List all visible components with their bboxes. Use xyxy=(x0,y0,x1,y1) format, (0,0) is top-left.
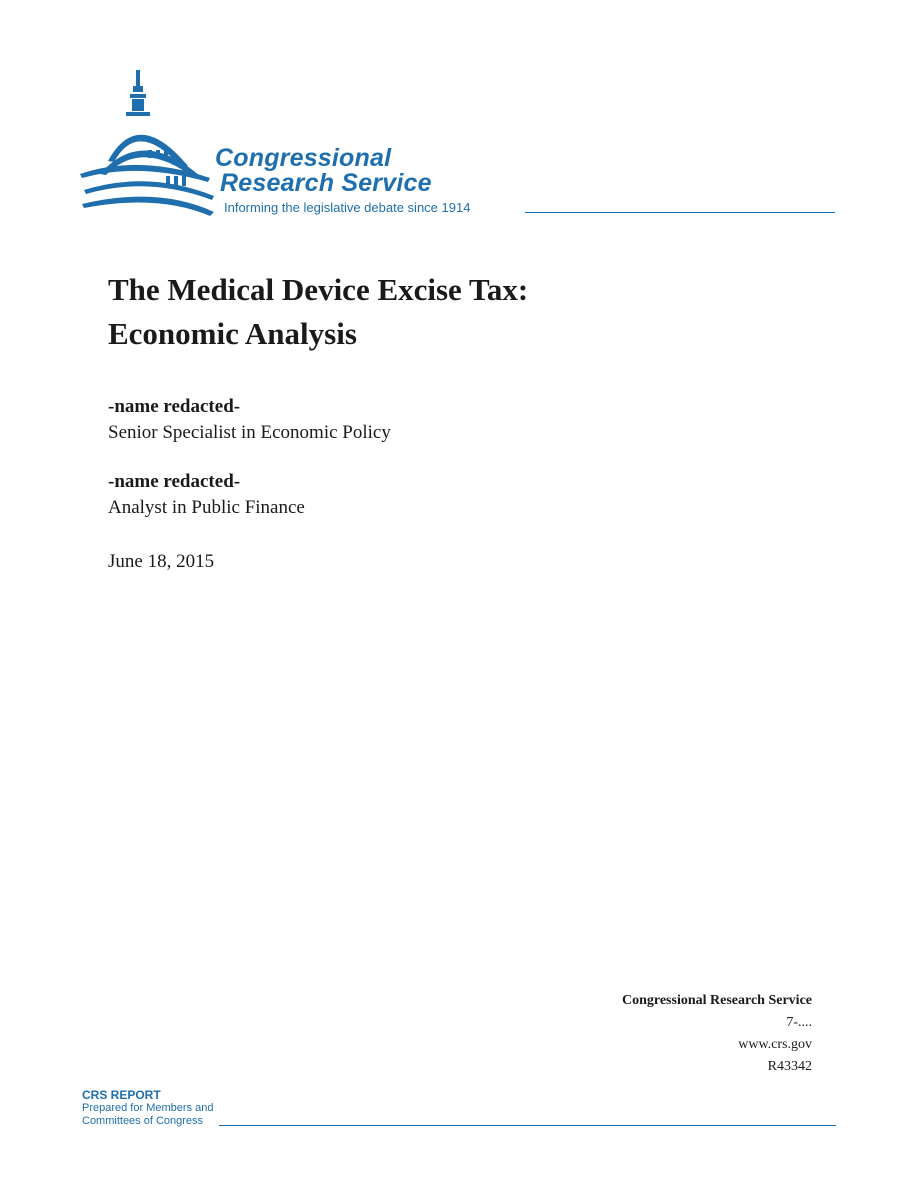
author-block xyxy=(108,469,305,521)
footer-website[interactable]: www.crs.gov xyxy=(738,1037,812,1052)
logo-org-line1: Congressional xyxy=(215,144,392,172)
prepared-line-2: Committees of Congress xyxy=(82,1115,204,1127)
crs-report-heading: CRS REPORT xyxy=(82,1088,161,1102)
capitol-dome-icon xyxy=(78,66,228,216)
footer-org: Congressional Research Service xyxy=(621,993,812,1008)
author-name: -name redacted- xyxy=(108,471,241,492)
tagline-divider xyxy=(525,212,835,213)
crs-report-label xyxy=(82,1089,213,1128)
report-title xyxy=(108,268,528,356)
footer-phone: 7-.... xyxy=(786,1015,812,1030)
author-role: Senior Specialist in Economic Policy xyxy=(108,422,391,443)
footer-divider xyxy=(219,1125,836,1126)
author-role: Analyst in Public Finance xyxy=(108,497,305,518)
title-line-1: The Medical Device Excise Tax: xyxy=(108,272,529,307)
footer-report-number: R43342 xyxy=(767,1059,812,1074)
author-name: -name redacted- xyxy=(108,396,241,417)
author-block xyxy=(108,394,391,446)
logo-tagline: Informing the legislative debate since 1914 xyxy=(224,200,471,215)
report-date: June 18, 2015 xyxy=(108,551,215,572)
crs-logo xyxy=(78,66,838,226)
logo-org-line2: Research Service xyxy=(220,169,432,197)
prepared-line-1: Prepared for Members and xyxy=(82,1102,214,1114)
title-line-2: Economic Analysis xyxy=(108,316,357,351)
footer-contact xyxy=(622,990,812,1078)
